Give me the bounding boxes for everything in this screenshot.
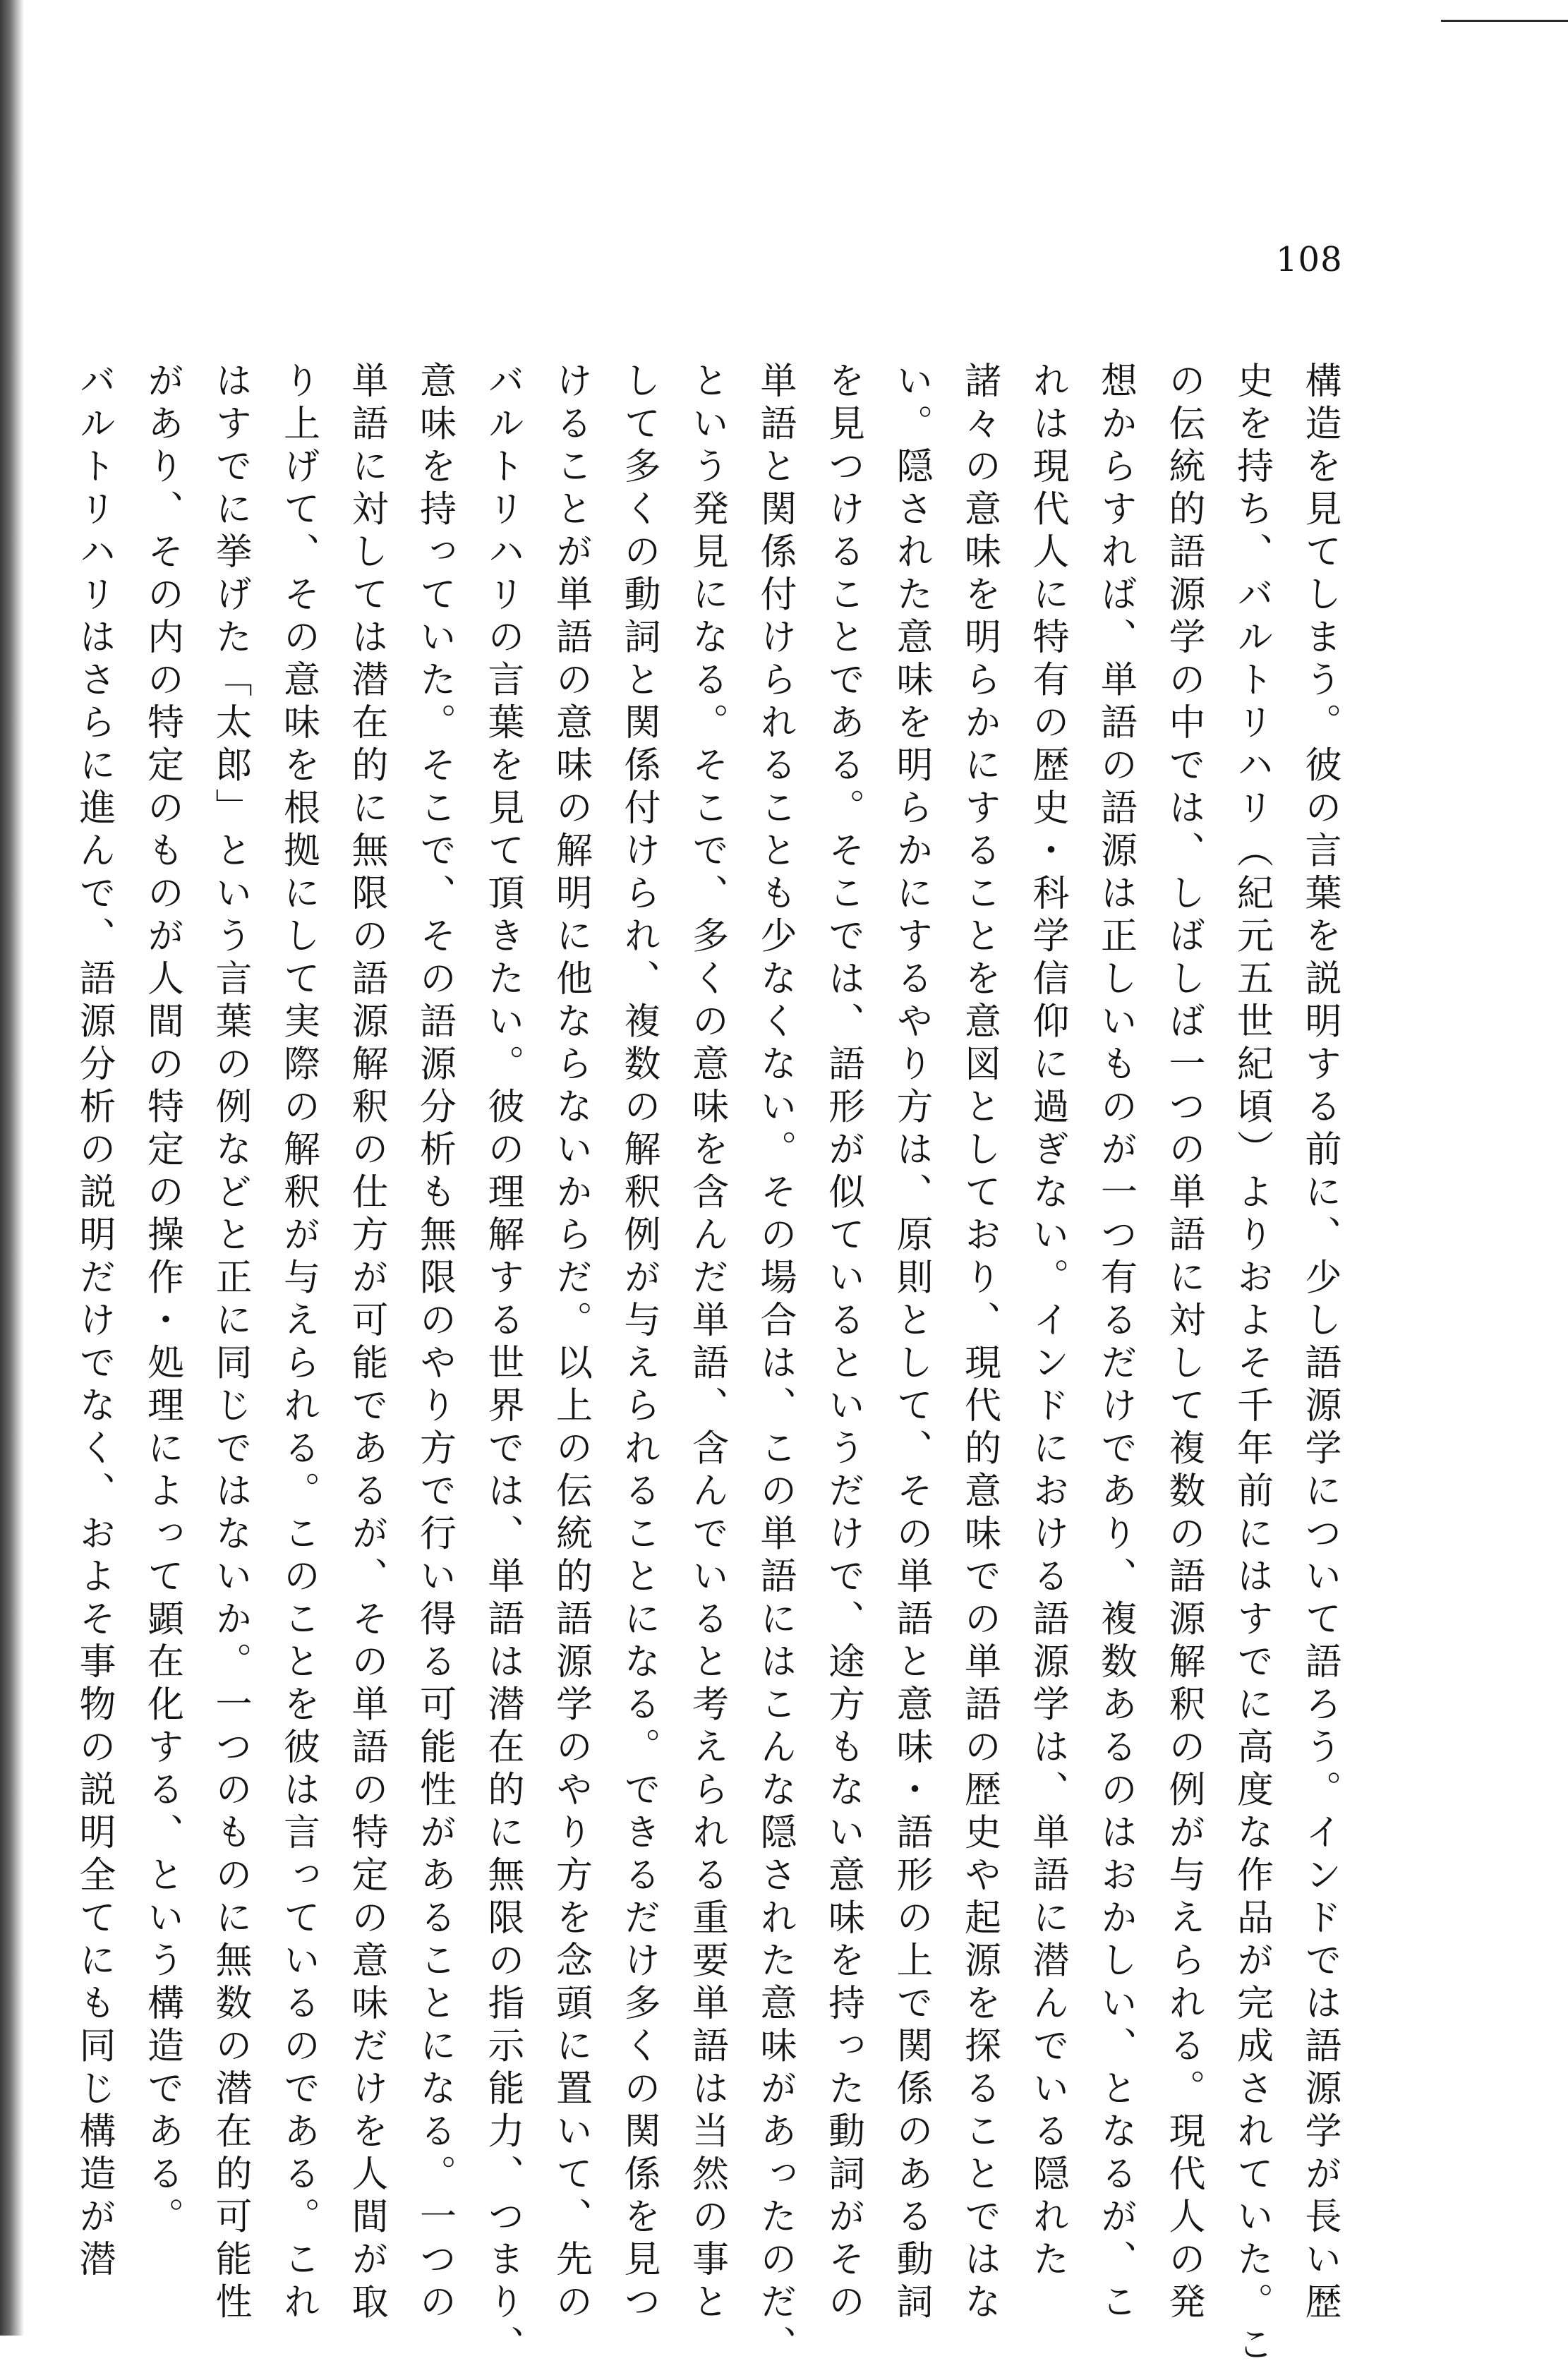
text-column: い。隠された意味を明らかにするやり方は、原則として、その単語と意味・語形の上で関係のある動詞 xyxy=(890,361,932,2325)
text-column: れは現代人に特有の歴史・科学信仰に過ぎない。インドにおける語源学は、単語に潜んでいる隠れた xyxy=(1026,361,1068,2283)
text-column: の伝統的語源学の中では、しばしば一つの単語に対して複数の語源解釈の例が与えられる。現代人の発 xyxy=(1162,361,1205,2325)
text-column: 構造を見てしまう。彼の言葉を説明する前に、少し語源学について語ろう。インドでは語源学が長い歴 xyxy=(1298,361,1341,2325)
text-column: 単語と関係付けられることも少なくない。その場合は、この単語にはこんな隠された意味があったのだ、 xyxy=(754,361,796,2368)
text-column: バルトリハリの言葉を見て頂きたい。彼の理解する世界では、単語は潜在的に無限の指示能力、つまり、 xyxy=(481,361,524,2368)
text-column: して多くの動詞と関係付けられ、複数の解釈例が与えられることになる。できるだけ多くの関係を見つ xyxy=(617,361,660,2325)
text-column: 単語に対しては潜在的に無限の語源解釈の仕方が可能であるが、その単語の特定の意味だけを人間が取 xyxy=(345,361,387,2325)
text-column: 諸々の意味を明らかにすることを意図としており、現代的意味での単語の歴史や起源を探ることではな xyxy=(958,361,1001,2325)
text-column: があり、その内の特定のものが人間の特定の操作・処理によって顕在化する、という構造である。 xyxy=(140,361,183,2240)
text-column: を見つけることである。そこでは、語形が似ているというだけで、途方もない意味を持った動詞がその xyxy=(821,361,864,2325)
scan-edge-shadow xyxy=(0,0,24,2336)
text-column: けることが単語の意味の解明に他ならないからだ。以上の伝統的語源学のやり方を念頭に置いて、先の xyxy=(549,361,592,2325)
text-column: 史を持ち、バルトリハリ（紀元五世紀頃）よりおよそ千年前にはすでに高度な作品が完成されていた。こ xyxy=(1230,361,1273,2368)
page-number: 108 xyxy=(1276,240,1343,279)
body-text xyxy=(73,361,1341,2368)
text-column: バルトリハリはさらに進んで、語源分析の説明だけでなく、およそ事物の説明全てにも同じ構造が潜 xyxy=(73,361,115,2283)
text-column: はすでに挙げた「太郎」という言葉の例などと正に同じではないか。一つのものに無数の潜在的可能性 xyxy=(209,361,251,2325)
text-column: という発見になる。そこで、多くの意味を含んだ単語、含んでいると考えられる重要単語は当然の事と xyxy=(685,361,728,2325)
text-column: 想からすれば、単語の語源は正しいものが一つ有るだけであり、複数あるのはおかしい、となるが、こ xyxy=(1094,361,1137,2325)
scan-top-rule xyxy=(1441,20,1568,22)
text-column: 意味を持っていた。そこで、その語源分析も無限のやり方で行い得る可能性があることになる。一つの xyxy=(413,361,456,2325)
text-column: り上げて、その意味を根拠にして実際の解釈が与えられる。このことを彼は言っているのである。これ xyxy=(277,361,320,2325)
